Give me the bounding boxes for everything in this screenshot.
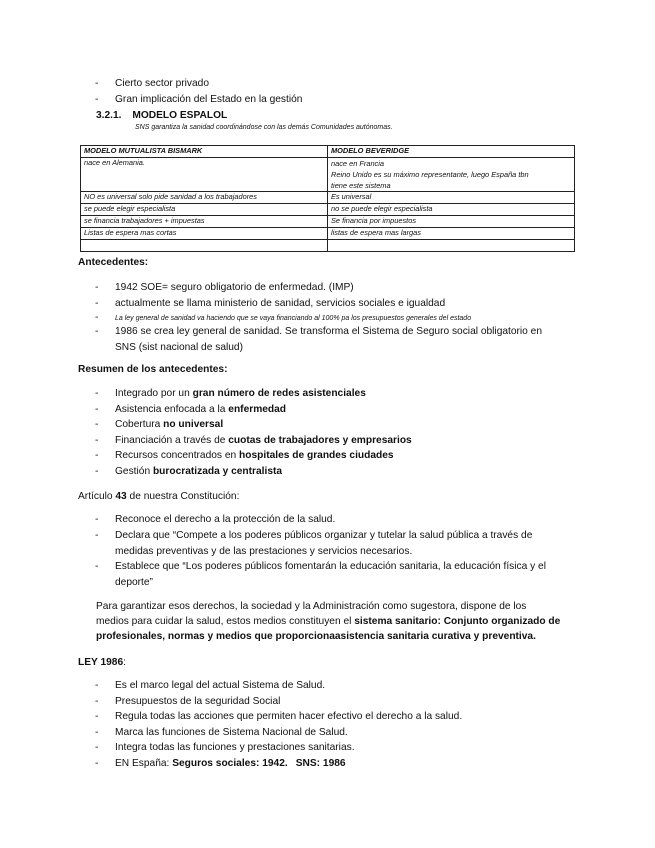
bullet-dash: - (95, 758, 99, 769)
bullet-dash: - (95, 696, 99, 707)
table-cell: NO es universal solo pide sanidad a los trabajadores (81, 192, 328, 204)
bullet-dash: - (95, 450, 99, 461)
table-row (81, 158, 575, 192)
list-item-continuation: deporte” (115, 577, 153, 588)
antecedentes-heading: Antecedentes: (78, 257, 149, 268)
section-number: 3.2.1. (96, 110, 122, 121)
bullet-dash: - (95, 680, 99, 691)
bullet-dash: - (95, 312, 99, 323)
bullet-dash: - (95, 94, 99, 105)
table-cell (328, 240, 575, 252)
table-header-row (81, 146, 575, 158)
bullet-dash: - (95, 419, 99, 430)
list-item-text: Cierto sector privado (115, 78, 209, 89)
section-title: MODELO ESPALOL (132, 110, 228, 121)
bullet-dash: - (95, 404, 99, 415)
list-item-continuation: SNS (sist nacional de salud) (115, 342, 243, 353)
table-cell: listas de espera mas largas (328, 228, 575, 240)
list-item-text: Asistencia enfocada a la enfermedad (115, 404, 287, 415)
bullet-dash: - (95, 561, 99, 572)
list-item-text: Cobertura no universal (115, 419, 224, 430)
table-cell: Listas de espera mas cortas (81, 228, 328, 240)
list-item-text: La ley general de sanidad va haciendo que se vaya financiando al 100% pa los presupuestos generales del estado (115, 315, 472, 322)
list-item-text: Reconoce el derecho a la protección de la salud. (115, 514, 336, 525)
table-row (81, 204, 575, 216)
section-note: SNS garantiza la sanidad coordinándose con las demás Comunidades autónomas. (135, 124, 393, 131)
list-item-text: Financiación a través de cuotas de trabajadores y empresarios (115, 435, 412, 446)
table-row (81, 240, 575, 252)
paragraph-line: Para garantizar esos derechos, la sociedad y la Administración como sugestora, dispone de los (96, 601, 527, 612)
table-header-bismark: MODELO MUTUALISTA BISMARK (81, 146, 328, 158)
bullet-dash: - (95, 388, 99, 399)
bullet-dash: - (95, 711, 99, 722)
list-item-text: Gestión burocratizada y centralista (115, 466, 283, 477)
models-table (80, 145, 575, 252)
list-item-text: Gran implicación del Estado en la gestión (115, 94, 303, 105)
list-item-text: Recursos concentrados en hospitales de grandes ciudades (115, 450, 394, 461)
table-cell (81, 240, 328, 252)
bullet-dash: - (95, 78, 99, 89)
table-cell: se puede elegir especialista (81, 204, 328, 216)
bullet-dash: - (95, 530, 99, 541)
list-item-text: Marca las funciones de Sistema Nacional de Salud. (115, 727, 348, 738)
bullet-dash: - (95, 466, 99, 477)
table-row (81, 192, 575, 204)
ley-heading: LEY 1986: (78, 657, 126, 668)
section-heading (96, 110, 227, 121)
table-row (81, 228, 575, 240)
table-cell: Es universal (328, 192, 575, 204)
table-cell: no se puede elegir especialista (328, 204, 575, 216)
articulo-heading: Artículo 43 de nuestra Constitución: (78, 491, 240, 502)
bullet-dash: - (95, 282, 99, 293)
list-item-text: 1942 SOE= seguro obligatorio de enfermedad. (IMP) (115, 282, 354, 293)
bullet-dash: - (95, 298, 99, 309)
table-cell (328, 158, 575, 192)
table-cell: Se financia por impuestos (328, 216, 575, 228)
cell-line: nace en Francia (331, 159, 384, 168)
list-item-text: 1986 se crea ley general de sanidad. Se transforma el Sistema de Seguro social obligatorio en (115, 326, 542, 337)
list-item-text: Declara que “Compete a los poderes públicos organizar y tutelar la salud pública a través de (115, 530, 533, 541)
list-item-text: EN España: Seguros sociales: 1942. SNS: 1986 (115, 758, 346, 769)
table-header-beveridge: MODELO BEVERIDGE (328, 146, 575, 158)
table-row (81, 216, 575, 228)
list-item-text: Establece que “Los poderes públicos fomentarán la educación sanitaria, la educación física y el (115, 561, 546, 572)
cell-line: tiene este sistema (331, 181, 391, 190)
list-item-text: actualmente se llama ministerio de sanidad, servicios sociales e igualdad (115, 298, 446, 309)
cell-line: Reino Unido es su máximo representante, luego España tbn (331, 170, 529, 179)
table-cell: se financia trabajadores + impuestas (81, 216, 328, 228)
bullet-dash: - (95, 435, 99, 446)
bullet-dash: - (95, 742, 99, 753)
bullet-dash: - (95, 514, 99, 525)
list-item-text: Regula todas las acciones que permiten hacer efectivo el derecho a la salud. (115, 711, 463, 722)
table-cell: nace en Alemania. (81, 158, 328, 192)
paragraph-line: medios para cuidar la salud, estos medios constituyen el sistema sanitario: Conjunto organizado de (96, 616, 561, 627)
list-item-continuation: medidas preventivas y de las prestaciones y servicios necesarios. (115, 546, 413, 557)
list-item-text: Presupuestos de la seguridad Social (115, 696, 281, 707)
list-item-text: Integra todas las funciones y prestaciones sanitarias. (115, 742, 355, 753)
list-item-text: Integrado por un gran número de redes asistenciales (115, 388, 366, 399)
bullet-dash: - (95, 727, 99, 738)
bullet-dash: - (95, 326, 99, 337)
resumen-heading: Resumen de los antecedentes: (78, 364, 228, 375)
list-item-text: Es el marco legal del actual Sistema de Salud. (115, 680, 326, 691)
paragraph-line: profesionales, normas y medios que proporcionaasistencia sanitaria curativa y preventiva. (96, 631, 536, 642)
